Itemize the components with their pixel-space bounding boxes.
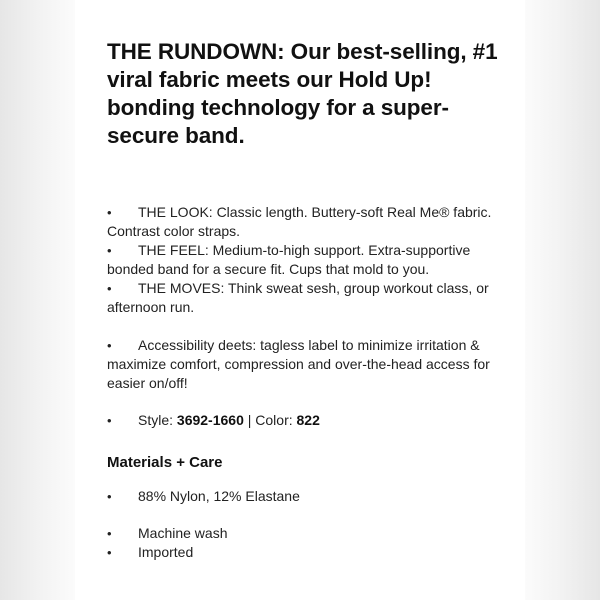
- composition-text: 88% Nylon, 12% Elastane: [138, 488, 300, 504]
- materials-care-heading: Materials + Care: [107, 454, 223, 471]
- list-item: [107, 543, 524, 562]
- bullet-icon: •: [107, 526, 112, 541]
- list-item: [107, 336, 502, 393]
- accessibility-text: Accessibility deets: tagless label to minimize irritation & maximize comfort, compression and over-the-head access for easier on/off!: [107, 337, 490, 391]
- right-background-edge: [525, 0, 600, 600]
- list-item: [107, 279, 502, 317]
- product-description-card: [78, 0, 524, 600]
- feature-feel-text: THE FEEL: Medium-to-high support. Extra-supportive bonded band for a secure fit. Cups that mold to you.: [107, 242, 471, 277]
- care-imported-text: Imported: [138, 544, 194, 560]
- feature-moves-text: THE MOVES: Think sweat sesh, group workout class, or afternoon run.: [107, 280, 489, 315]
- feature-look-text: THE LOOK: Classic length. Buttery-soft Real Me® fabric. Contrast color straps.: [107, 204, 492, 239]
- care-list: [107, 524, 524, 562]
- list-item: [107, 241, 502, 279]
- bullet-icon: •: [107, 205, 112, 220]
- bullet-icon: •: [107, 281, 112, 296]
- style-label: Style:: [138, 412, 177, 428]
- color-number: 822: [296, 412, 320, 428]
- care-machine-wash-text: Machine wash: [138, 525, 228, 541]
- list-item: [107, 487, 524, 506]
- bullet-icon: •: [107, 545, 112, 560]
- bullet-icon: •: [107, 338, 112, 353]
- rundown-headline: THE RUNDOWN: Our best-selling, #1 viral fabric meets our Hold Up! bonding technology for a super-secure band.: [107, 39, 498, 148]
- accessibility-list: [107, 336, 502, 393]
- list-item: [107, 524, 524, 543]
- bullet-icon: •: [107, 243, 112, 258]
- style-separator: |: [243, 412, 256, 428]
- left-background-edge: [0, 0, 75, 600]
- style-color-list: [107, 411, 524, 430]
- feature-list: [107, 203, 502, 317]
- list-item: [107, 203, 502, 241]
- bullet-icon: •: [107, 489, 112, 504]
- composition-list: [107, 487, 524, 506]
- style-number: 3692-1660: [176, 412, 244, 428]
- color-label: Color:: [255, 412, 297, 428]
- bullet-icon: •: [107, 413, 112, 428]
- list-item: [107, 411, 524, 430]
